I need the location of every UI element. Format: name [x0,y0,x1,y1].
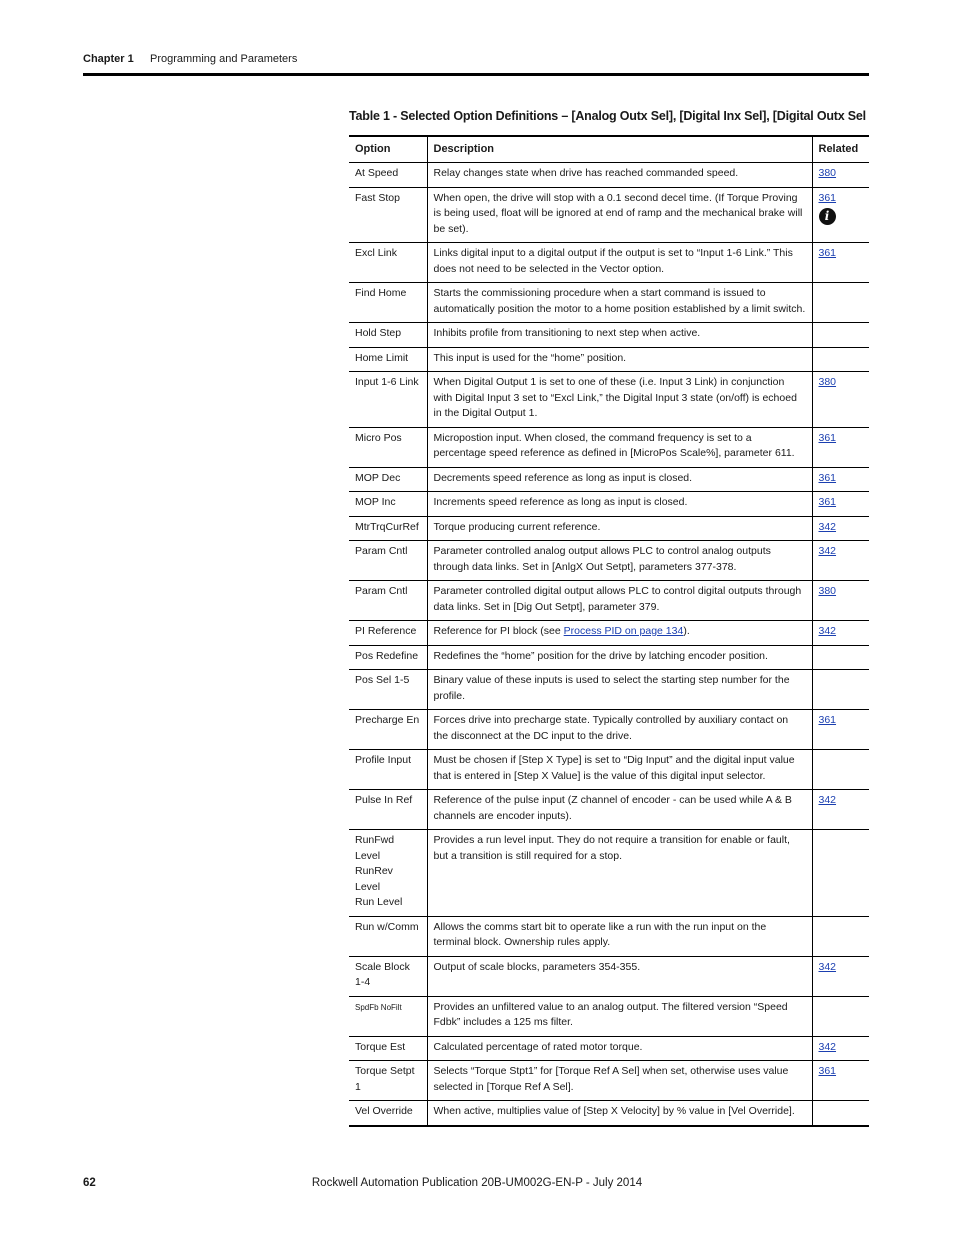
related-link[interactable]: 342 [818,625,837,637]
header-rule [83,73,869,76]
option-line: RunRev Level [355,865,393,893]
section-title: Programming and Parameters [150,53,298,65]
related-cell [812,1101,869,1126]
table-row [349,516,869,541]
option-cell: MtrTrqCurRef [349,516,427,541]
table-row [349,163,869,188]
option-cell: Torque Est [349,1036,427,1061]
related-link[interactable]: 361 [818,471,837,484]
option-cell: At Speed [349,163,427,188]
related-cell [812,916,869,956]
table-header-row [349,136,869,163]
option-cell: Excl Link [349,243,427,283]
description-text: ). [683,625,690,637]
related-link[interactable]: 342 [818,520,837,533]
option-cell: Fast Stop [349,187,427,243]
column-header-related: Related [812,136,869,163]
related-cell [812,323,869,348]
table-row [349,243,869,283]
page-number: 62 [83,1177,96,1189]
related-cell [812,830,869,917]
table-row [349,1061,869,1101]
option-cell: MOP Inc [349,492,427,517]
option-cell: Param Cntl [349,581,427,621]
option-cell: MOP Dec [349,467,427,492]
related-cell [812,187,869,243]
process-pid-link[interactable]: Process PID on page 134 [563,625,684,637]
table-row [349,996,869,1036]
description-cell: Forces drive into precharge state. Typically controlled by auxiliary contact on the disconnect at the DC input to the drive. [427,710,812,750]
description-cell: Provides a run level input. They do not require a transition for enable or fault, but a transition is still required for a stop. [427,830,812,917]
description-cell: Calculated percentage of rated motor torque. [427,1036,812,1061]
related-link[interactable]: 361 [818,496,837,508]
related-cell [812,1036,869,1061]
related-cell [812,790,869,830]
table-row [349,790,869,830]
option-cell: Micro Pos [349,427,427,467]
table-row [349,621,869,646]
related-link[interactable]: 342 [818,1040,837,1053]
description-cell: Selects “Torque Stpt1” for [Torque Ref A Sel] when set, otherwise uses value selected in [Torque Ref A Sel]. [427,1061,812,1101]
table-row [349,427,869,467]
description-cell: When Digital Output 1 is set to one of these (i.e. Input 3 Link) in conjunction with Digital Input 3 set to “Excl Link,” the Digital Input 3 state (on/off) is echoed in the Digital Output 1. [427,372,812,428]
chapter-label: Chapter 1 [83,53,134,65]
option-cell: Profile Input [349,750,427,790]
description-cell: Increments speed reference as long as input is closed. [427,492,812,517]
description-cell: Torque producing current reference. [427,516,812,541]
description-cell: Parameter controlled digital output allows PLC to control digital outputs through data links. Set in [Dig Out Setpt], parameter 379. [427,581,812,621]
description-cell: Micropostion input. When closed, the command frequency is set to a percentage speed reference as defined in [MicroPos Scale%], parameter 611. [427,427,812,467]
related-cell [812,283,869,323]
related-cell [812,541,869,581]
related-cell [812,670,869,710]
related-cell [812,347,869,372]
related-link[interactable]: 361 [818,431,837,444]
related-cell [812,1061,869,1101]
related-link[interactable]: 361 [818,1065,837,1077]
option-cell: SpdFb NoFilt [349,996,427,1036]
related-cell [812,645,869,670]
option-cell: Pos Redefine [349,645,427,670]
related-link[interactable]: 342 [818,794,837,806]
table-row [349,467,869,492]
description-cell: Relay changes state when drive has reached commanded speed. [427,163,812,188]
info-icon: i [819,208,836,225]
option-cell: Scale Block 1-4 [349,956,427,996]
option-cell: Run w/Comm [349,916,427,956]
column-header-description: Description [427,136,812,163]
description-cell: Redefines the “home” position for the drive by latching encoder position. [427,645,812,670]
table-row [349,1036,869,1061]
related-cell [812,163,869,188]
related-cell [812,956,869,996]
related-link[interactable]: 380 [818,167,837,179]
table-row [349,541,869,581]
option-cell: Precharge En [349,710,427,750]
table-row [349,645,869,670]
description-text: Reference for PI block (see [433,625,564,637]
related-cell [812,492,869,517]
related-cell [812,710,869,750]
running-header [83,53,298,65]
related-link[interactable]: 361 [818,714,837,726]
option-line: RunFwd Level [355,834,395,862]
table-row [349,347,869,372]
description-cell: Provides an unfiltered value to an analog output. The filtered version “Speed Fdbk” includes a 125 ms filter. [427,996,812,1036]
related-link[interactable]: 342 [818,960,837,973]
related-cell [812,516,869,541]
description-cell: When open, the drive will stop with a 0.1 second decel time. (If Torque Proving is being used, float will be ignored at end of ramp and the mechanical brake will be set). [427,187,812,243]
description-cell: Starts the commissioning procedure when a start command is issued to automatically position the motor to a home position established by a limit switch. [427,283,812,323]
option-cell: PI Reference [349,621,427,646]
option-cell: Hold Step [349,323,427,348]
option-definitions-table [349,135,869,1127]
related-cell [812,467,869,492]
table-row [349,710,869,750]
option-cell: Pulse In Ref [349,790,427,830]
related-cell [812,996,869,1036]
related-cell [812,243,869,283]
table-row [349,956,869,996]
description-cell: Inhibits profile from transitioning to next step when active. [427,323,812,348]
table-row [349,492,869,517]
related-link[interactable]: 380 [818,376,837,388]
option-cell: Param Cntl [349,541,427,581]
table-row [349,830,869,917]
table-row [349,1101,869,1126]
option-cell: Input 1-6 Link [349,372,427,428]
table-row [349,372,869,428]
description-cell [427,621,812,646]
table-row [349,670,869,710]
description-cell: When active, multiplies value of [Step X Velocity] by % value in [Vel Override]. [427,1101,812,1126]
related-cell [812,621,869,646]
table-row [349,323,869,348]
description-cell: This input is used for the “home” position. [427,347,812,372]
table-row [349,916,869,956]
description-cell: Decrements speed reference as long as input is closed. [427,467,812,492]
option-cell: Vel Override [349,1101,427,1126]
related-cell [812,427,869,467]
related-cell [812,581,869,621]
description-cell: Parameter controlled analog output allows PLC to control analog outputs through data links. Set in [AnlgX Out Setpt], parameters 377-378. [427,541,812,581]
description-cell: Links digital input to a digital output if the output is set to “Input 1-6 Link.” This does not need to be selected in the Vector option. [427,243,812,283]
related-link[interactable]: 342 [818,545,837,557]
description-cell: Binary value of these inputs is used to select the starting step number for the profile. [427,670,812,710]
column-header-option: Option [349,136,427,163]
related-cell [812,750,869,790]
publication-footer: Rockwell Automation Publication 20B-UM002G-EN-P - July 2014 [311,1177,643,1189]
table-row [349,283,869,323]
option-cell [349,830,427,917]
description-cell: Must be chosen if [Step X Type] is set to “Dig Input” and the digital input value that is entered in [Step X Value] is the value of this digital input selector. [427,750,812,790]
related-cell [812,372,869,428]
option-cell: Pos Sel 1-5 [349,670,427,710]
option-cell: Find Home [349,283,427,323]
table-row [349,750,869,790]
table-title: Table 1 - Selected Option Definitions – [Analog Outx Sel], [Digital Inx Sel], [Digital Outx Sel [349,109,866,123]
description-cell: Allows the comms start bit to operate like a run with the run input on the terminal block. Ownership rules apply. [427,916,812,956]
related-link[interactable]: 380 [818,585,837,597]
related-link[interactable]: 361 [818,191,837,204]
option-line: Run Level [355,896,403,908]
option-cell: Home Limit [349,347,427,372]
description-cell: Reference of the pulse input (Z channel of encoder - can be used while A & B channels are encoder inputs). [427,790,812,830]
related-link[interactable]: 361 [818,247,837,259]
table-row [349,581,869,621]
option-cell: Torque Setpt 1 [349,1061,427,1101]
table-row [349,187,869,243]
description-cell: Output of scale blocks, parameters 354-355. [427,956,812,996]
